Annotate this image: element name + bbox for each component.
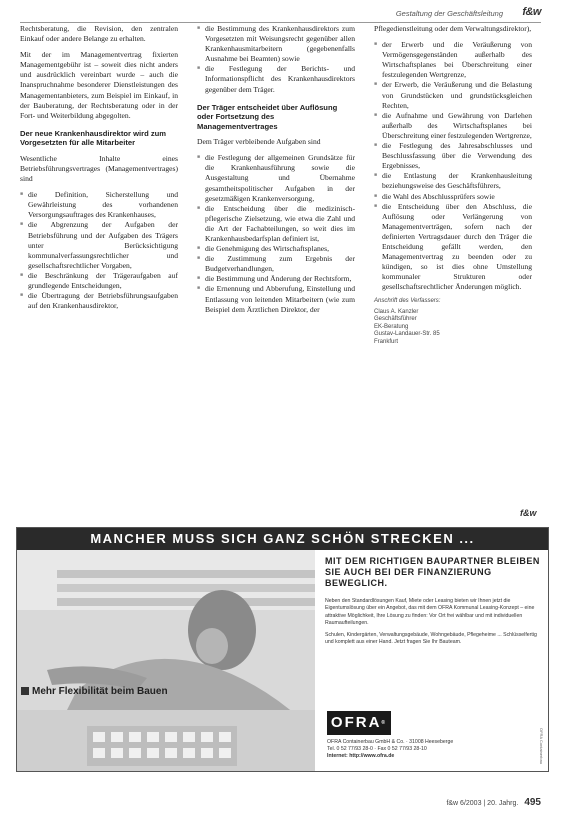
page-number: 495 [524, 797, 541, 808]
list-item: ■ die Festlegung des Jahresabschlusses und Beschlussfassung über die Verwendung des Ergebnisses, [374, 141, 532, 171]
page-footer [446, 797, 541, 808]
ad-body [325, 598, 540, 652]
ad-headline: MIT DEM RICHTIGEN BAUPARTNER BLEIBEN SIE AUCH BEI DER FINANZIERUNG BEWEGLICH. [325, 556, 540, 588]
paragraph: Mit der im Managementvertrag fixierten Managementgebühr ist – soweit dies nicht anders und ausdrücklich vereinbart wurde – auch die Inanspruchnahme besonderer Dienstleistungen des Managementanbieters, zum Beispiel im Einkauf, in der Bauberatung, der Rechtsberatung oder in der Fort- und Weiterbildung abgegolten. [20, 50, 178, 120]
list-item: ■ die Definition, Sicherstellung und Gewährleistung des vorhandenen Versorgungsauftrages des Krankenhauses, [20, 190, 178, 220]
article-column-2 [197, 24, 355, 321]
list-item: ■ die Beschränkung der Trägeraufgaben auf grundlegende Entscheidungen, [20, 271, 178, 291]
ad-credit: OFRA Containerbau [539, 728, 544, 765]
ad-tagline-text: Mehr Flexibilität beim Bauen [32, 686, 168, 697]
bullet-list [197, 153, 355, 315]
author-label: Anschrift des Verfassers: [374, 298, 441, 305]
ad-paragraph: Neben den Standardlösungen Kauf, Miete oder Leasing bieten wir Ihnen jetzt die Eigentumslösung über ein Angebot, das mit dem OFRA Kommunal Leasing-Konzept – eine attraktive Möglichkeit, Ihre Lösung zu finden: Vor Ort frei wählbar und mit individuellen Raumaufteilungen. [325, 598, 535, 626]
subheading: Der neue Krankenhausdirektor wird zum Vorgesetzten für alle Mitarbeiter [20, 128, 167, 148]
list-item: ■ die Entscheidung über den Abschluss, die Auflösung oder Verlängerung von Managementverträgen, sofern nach der definierten Vertragsdauer durch den Träger die Entscheidung gefällt werden, den Managementvertrag zu beenden oder zu kündigen, so ist dies ohne Umstellung kommunaler Strukturen oder gesellschaftsrechtlicher Änderungen möglich. [374, 202, 532, 293]
list-item: ■ die Ernennung und Abberufung, Einstellung und Entlassung von leitenden Mitarbeitern (wie zum Beispiel dem Ärztlichen Direktor, der [197, 284, 355, 314]
bullet-list [197, 24, 355, 95]
bullet-list [20, 190, 178, 311]
list-item: ■ der Erwerb, die Veräußerung und die Belastung von Grundstücken und grundstücksgleichen Rechten, [374, 80, 532, 110]
list-item: ■ die Abgrenzung der Aufgaben der Betriebsführung und der Aufgaben des Trägers unter Berücksichtigung kommunalverfassungsrechtlicher und gesellschaftsrechtlicher Vorgaben, [20, 220, 178, 270]
list-item: ■ die Bestimmung und Änderung der Rechtsform, [197, 274, 355, 284]
ofra-logo: OFRA® [327, 711, 391, 735]
end-of-article-logo: f&w [520, 508, 537, 518]
paragraph: Wesentliche Inhalte eines Betriebsführungsvertrages (Managementvertrages) sind [20, 153, 178, 184]
list-item: ■ die Entlastung der Krankenhausleitung beziehungsweise des Geschäftsführers, [374, 171, 532, 191]
list-item: ■ die Zustimmung zum Ergebnis der Budgetverhandlungen, [197, 254, 355, 274]
ad-address: OFRA Containerbau GmbH & Co. · 31008 Heeseberge [327, 739, 454, 745]
paragraph: Rechtsberatung, die Revision, den zentralen Einkauf oder andere Belange zu erhalten. [20, 24, 178, 44]
bullet-list [374, 40, 532, 292]
ad-contact [327, 739, 527, 760]
advertisement [16, 527, 549, 772]
author-line: Frankfurt [374, 338, 399, 345]
list-item: ■ die Festlegung der Berichts- und Informationspflicht des Krankenhausdirektors gegenüber dem Träger. [197, 64, 355, 94]
ad-tagline [21, 686, 168, 697]
list-item: ■ die Übertragung der Betriebsführungsaufgaben auf den Krankenhausdirektor, [20, 291, 178, 311]
issue-info: f&w 6/2003 | 20. Jahrg. [446, 800, 519, 807]
article-column-1 [20, 24, 178, 317]
header-rule [20, 22, 541, 23]
author-line: Geschäftsführer [374, 316, 417, 323]
stretching-woman-image [17, 550, 315, 771]
list-item: ■ die Wahl des Abschlussprüfers sowie [374, 192, 532, 202]
list-item: ■ die Festlegung der allgemeinen Grundsätze für die Krankenhausführung sowie die Ausgestaltung und Übernahme gesamtheitspolitischer Aufgaben in der gesetzmäßigen Krankenversorgung, [197, 153, 355, 203]
section-title: Gestaltung der Geschäftsleitung [395, 9, 503, 18]
list-item: ■ der Erwerb und die Veräußerung von Vermögensgegenständen außerhalb des Wirtschaftsplanes bei Überschreitung einer festzulegenden Wertgrenze, [374, 40, 532, 80]
page-header [0, 6, 561, 26]
list-item: ■ die Aufnahme und Gewährung von Darlehen außerhalb des Wirtschaftsplanes bei Überschreitung einer festzulegenden Wertgrenze, [374, 111, 532, 141]
journal-logo: f&w [522, 6, 541, 18]
ad-photo [17, 550, 315, 771]
list-item: ■ die Genehmigung des Wirtschaftsplanes, [197, 244, 355, 254]
ad-banner: MANCHER MUSS SICH GANZ SCHÖN STRECKEN ... [17, 528, 548, 550]
ad-phone: Tel. 0 52 77/93 28-0 · Fax 0 52 77/93 28-10 [327, 746, 427, 752]
article-column-3 [374, 24, 532, 346]
square-bullet-icon [21, 687, 29, 695]
subheading: Der Träger entscheidet über Auflösung oder Fortsetzung des Managementvertrages [197, 102, 338, 131]
author-line: Gustav-Landauer-Str. 85 [374, 331, 440, 338]
author-address [374, 298, 532, 346]
paragraph: Dem Träger verbleibende Aufgaben sind [197, 137, 321, 147]
paragraph: Pflegedienstleitung oder dem Verwaltungsdirektor), [374, 24, 532, 33]
ad-paragraph: Schulen, Kindergärten, Verwaltungsgebäude, Wohngebäude, Pflegeheime ... Schlüsselfertig und komplett aus einer Hand. Jetzt fragen Sie Ihr Bauteam. [325, 632, 537, 646]
list-item: ■ die Entscheidung über die medizinisch-pflegerische Zielsetzung, wie etwa die Zahl und die Art der Fachabteilungen, so weit dies im Krankenhausbedarfsplan definiert ist, [197, 204, 355, 244]
ofra-logo-text: OFRA [330, 714, 382, 731]
list-item: ■ die Bestimmung des Krankenhausdirektors zum Vorgesetzten mit Weisungsrecht gegenüber allen Krankenhausmitarbeitern (gegebenenfalls Ausnahme bei Beamten) sowie [197, 24, 355, 64]
author-line: Claus A. Kanzler [374, 308, 419, 315]
author-line: EK-Beratung [374, 323, 409, 330]
ad-website: Internet: http://www.ofra.de [327, 753, 395, 759]
